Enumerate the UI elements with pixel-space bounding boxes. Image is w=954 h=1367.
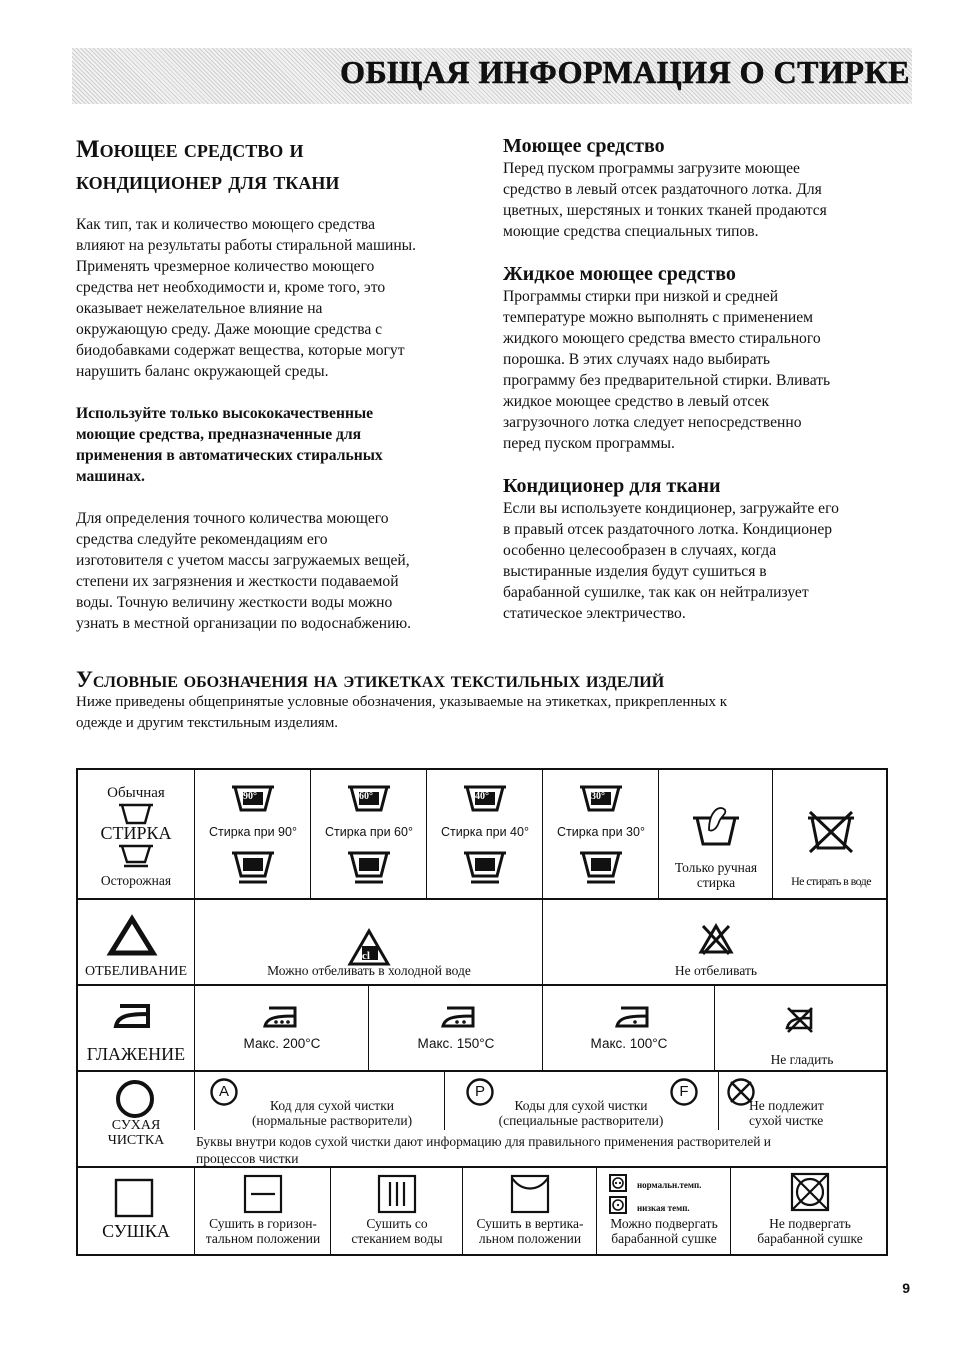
liquid-detergent-title: Жидкое моющее средство [503,263,736,285]
left-text [76,193,496,655]
temp-90: 90° [243,791,257,802]
page-banner [72,48,912,104]
tub-40-gentle-icon [463,850,507,884]
no-tumble-icon [790,1172,830,1212]
detergent-title: Моющее средство [503,135,665,157]
dry-clean-title: СУХАЯ ЧИСТКА [107,1118,165,1148]
wash-title: СТИРКА [100,823,172,843]
dry-flat-label: Сушить в горизон- тальном положении [205,1216,321,1246]
no-dry-clean-label: Не подлежит сухой чистке [749,1098,824,1128]
drip-dry-cell [330,1168,463,1254]
liquid-detergent-text: Программы стирки при низкой и средней температуре можно выполнять с применением жидкого моющего средства вместо стирального порошка. В этих случаях надо выбирать программу без предварительной стирки. Вливать жидкое моющее средство в левый отсек загрузочного лотка следует непосредственно перед пуском программы. [503,288,831,452]
tumble-dry-cell [596,1168,731,1254]
no-iron-icon [785,1006,815,1034]
left-para1: Как тип, так и количество моющего средства влияют на результаты работы стиральной машины. Применять чрезмерное количество моющего средства нет необходимости и, кроме того, это оказывает нежелательное влияние на окружающую среду. Даже моющие средства с биодобавками содержат вещества, которые могут нарушить баланс окружающей среды. [76,216,417,380]
right-column [503,134,913,624]
tub-gentle-icon [118,844,154,868]
hand-wash-cell [658,770,773,898]
code-f-letter: F [679,1083,689,1100]
wash-60-label: Стирка при 60° [325,825,413,839]
dry-clean-a-cell [194,1072,445,1130]
iron-100-label: Макс. 100°C [590,1036,668,1051]
no-iron-cell [714,986,889,1070]
code-p-letter: P [474,1083,485,1100]
temp-30: 30° [591,791,605,802]
bleach-title: ОТБЕЛИВАНИЕ [84,964,187,979]
softener-title: Кондиционер для ткани [503,475,721,497]
left-para-bold: Используйте только высококачественные моющие средства, предназначенные для применения в автоматических стиральных машинах. [76,405,383,485]
wash-row [77,769,887,899]
tumble-low-temp: низкая темп. [637,1203,690,1213]
iron-medium-icon [441,1004,477,1030]
hand-wash-label: Только ручная стирка [674,860,758,890]
dry-clean-note: Буквы внутри кодов сухой чистки дают информацию для правильного применения растворителей и процессов чистки [196,1134,772,1166]
tub-30-gentle-icon [579,850,623,884]
dry-vertical-label: Сушить в вертика- льном положении [476,1216,584,1246]
tub-60-gentle-icon [347,850,391,884]
wash-30-cell [542,770,659,898]
softener-text: Если вы используете кондиционер, загружайте его в правый отсек раздаточного лотка. Кондиционер особенно целесообразен в случаях, когда выстиранные изделия будут сушиться в барабанной сушилке, так как он нейтрализует статическое электричество. [503,500,839,622]
bleach-cold-cell [194,900,543,984]
wash-gentle-label: Осторожная [100,873,172,888]
left-para2: Для определения точного количества моющего средства следуйте рекомендациям его изготовителя с учетом массы загружаемых вещей, степени их загрязнения и жесткости подаваемой воды. Точную величину жесткости воды можно узнать в местной организации по водоснабжению. [76,510,412,632]
iron-200-label: Макс. 200°C [243,1036,321,1051]
page-title: ОБЩАЯ ИНФОРМАЦИЯ О СТИРКЕ [340,54,910,90]
tub-icon [118,803,154,825]
wash-30-label: Стирка при 30° [557,825,645,839]
temp-40: 40° [475,791,489,802]
dry-clean-circle-icon [114,1078,156,1120]
care-symbols-table [76,768,888,1256]
no-bleach-label: Не отбеливать [674,963,758,978]
tumble-normal-icon [609,1174,627,1192]
wash-90-cell [194,770,311,898]
bleach-cold-label: Можно отбеливать в холодной воде [267,963,471,978]
wash-60-cell [310,770,427,898]
bleach-triangle-icon [108,916,156,956]
iron-row [77,985,887,1071]
bleach-row [77,899,887,985]
dry-clean-pf-cell [444,1072,719,1130]
dry-flat-cell [194,1168,331,1254]
left-heading-line1: Моющее средство и [76,136,304,163]
no-bleach-icon [698,922,734,956]
dry-vertical-icon [510,1174,550,1214]
no-wash-label: Не стирать в воде [791,874,871,888]
tumble-normal-temp: нормальн.темп. [637,1180,702,1190]
symbols-intro: Ниже приведены общепринятые условные обозначения, указываемые на этикетках, прикрепленных к одежде и другим текстильным изделиям. [76,694,728,731]
symbols-heading: Условные обозначения на этикетках текстильных изделий [76,667,665,692]
dry-flat-icon [243,1174,283,1214]
no-wash-icon [806,810,856,854]
no-tumble-cell [730,1168,889,1254]
wash-40-cell [426,770,543,898]
wash-40-label: Стирка при 40° [441,825,529,839]
no-iron-label: Не гладить [770,1052,834,1067]
iron-title: ГЛАЖЕНИЕ [86,1044,186,1064]
tumble-low-icon [609,1196,627,1214]
wash-normal-label: Обычная [107,785,165,801]
drying-row [77,1167,887,1255]
dry-vertical-cell [462,1168,597,1254]
tumble-dry-label: Можно подвергать барабанной сушке [610,1216,718,1246]
iron-low-icon [615,1004,651,1030]
no-wash-cell [772,770,889,898]
code-a-letter: A [218,1083,229,1100]
temp-60: 60° [359,791,373,802]
bleach-cl-text: cl [362,950,370,962]
dry-clean-row [77,1071,887,1167]
no-tumble-label: Не подвергать барабанной сушке [757,1216,863,1246]
wash-90-label: Стирка при 90° [209,825,297,839]
drying-title: СУШКА [102,1221,170,1241]
drying-square-icon [114,1178,154,1218]
hand-wash-icon [691,800,741,848]
drip-dry-icon [377,1174,417,1214]
iron-hot-icon [263,1004,299,1030]
code-pf-text: Коды для сухой чистки (специальные растворители) [498,1098,664,1128]
iron-icon [114,1000,154,1030]
iron-150-cell [368,986,543,1070]
iron-100-cell [542,986,715,1070]
left-heading [76,134,339,198]
no-dry-clean-cell [718,1072,889,1130]
iron-150-label: Макс. 150°C [417,1036,495,1051]
tub-90-gentle-icon [231,850,275,884]
left-heading-line2: кондиционер для ткани [76,168,340,195]
no-bleach-cell [542,900,889,984]
drip-dry-label: Сушить со стеканием воды [351,1216,443,1246]
iron-200-cell [194,986,369,1070]
code-a-text: Код для сухой чистки (нормальные растворители) [251,1098,413,1128]
detergent-text: Перед пуском программы загрузите моющее средство в левый отсек раздаточного лотка. Для цветных, шерстяных и тонких тканей продаются моющие средства специальных типов. [503,160,827,240]
page-number: 9 [902,1280,910,1296]
